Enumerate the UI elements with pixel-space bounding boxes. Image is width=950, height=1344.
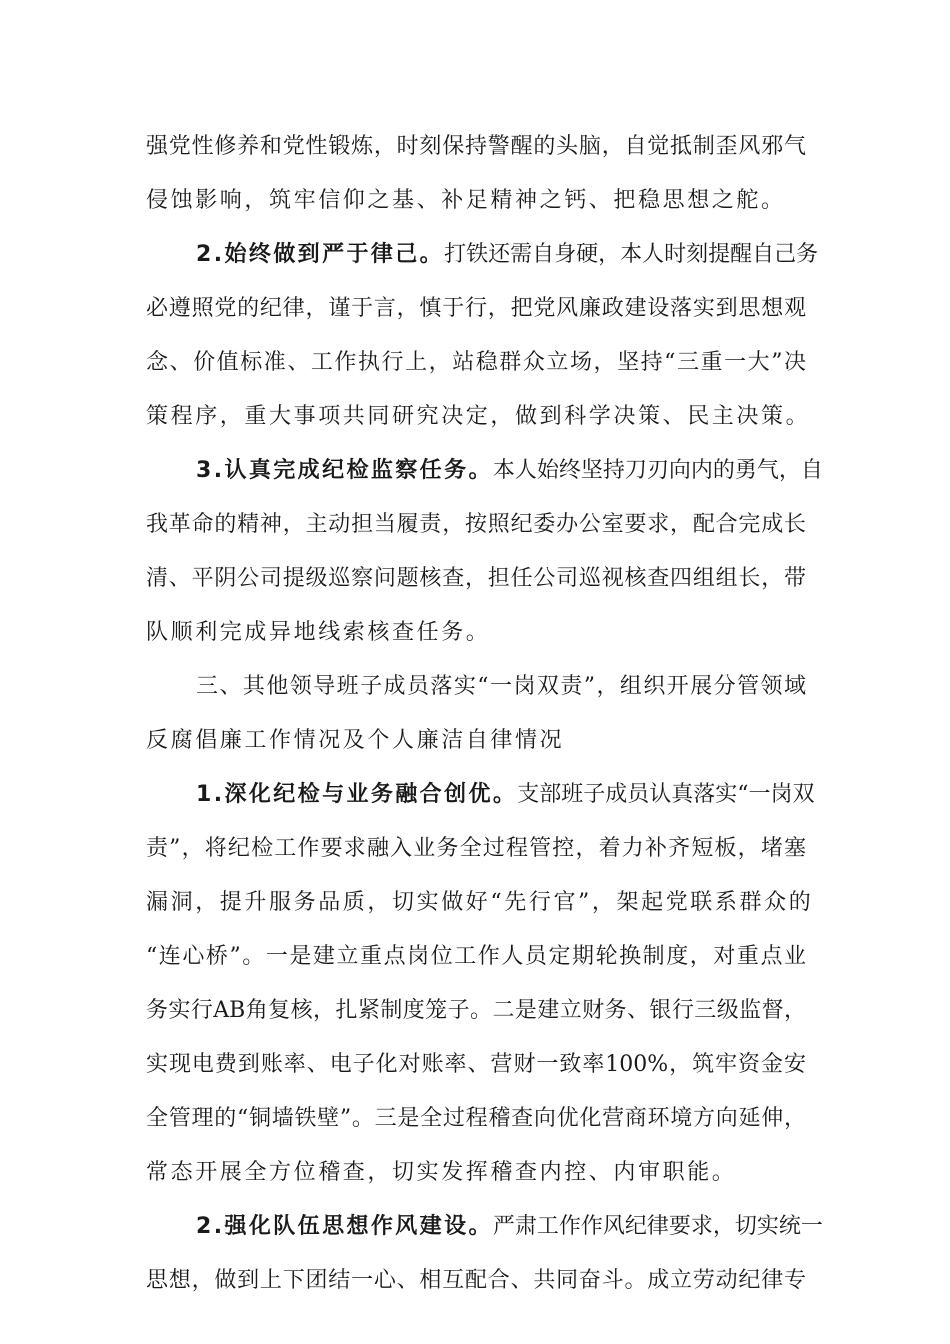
text-line: 侵蚀影响，筑牢信仰之基、补足精神之钙、把稳思想之舵。 — [146, 188, 786, 213]
text-line: 常态开展全方位稽查，切实发挥稽查内控、内审职能。 — [146, 1160, 737, 1185]
text-line: 漏洞，提升服务品质，切实做好“先行官”，架起党联系群众的 — [146, 890, 814, 915]
text-line: 务实行AB角复核，扎紧制度笼子。二是建立财务、银行三级监督， — [146, 998, 806, 1023]
item-heading: 3.认真完成纪检监察任务。 — [196, 458, 493, 483]
section-heading: 三、其他领导班子成员落实“一岗双责”，组织开展分管领域 — [196, 674, 806, 699]
text-line: 策程序，重大事项共同研究决定，做到科学决策、民主决策。 — [146, 404, 811, 429]
text-line: 思想，做到上下团结一心、相互配合、共同奋斗。成立劳动纪律专 — [146, 1268, 806, 1293]
text-line: 队顺利完成异地线索核查任务。 — [146, 620, 491, 645]
text-line: 清、平阴公司提级巡察问题核查，担任公司巡视核查四组组长，带 — [146, 566, 806, 591]
text-line: 念、价值标准、工作执行上，站稳群众立场，坚持“三重一大”决 — [146, 350, 806, 375]
text-line: 强党性修养和党性锻炼，时刻保持警醒的头脑，自觉抵制歪风邪气 — [146, 134, 806, 159]
text-line: 实现电费到账率、电子化对账率、营财一致率100%，筑牢资金安 — [146, 1052, 806, 1077]
text-line: 我革命的精神，主动担当履责，按照纪委办公室要求，配合完成长 — [146, 512, 806, 537]
section-heading: 反腐倡廉工作情况及个人廉洁自律情况 — [146, 728, 565, 753]
text-line: 3.认真完成纪检监察任务。本人始终坚持刀刃向内的勇气，自 — [196, 458, 823, 483]
text-line: 2.始终做到严于律己。打铁还需自身硬，本人时刻提醒自己务 — [196, 242, 819, 267]
text-line: 必遵照党的纪律，谨于言，慎于行，把党风廉政建设落实到思想观 — [146, 296, 806, 321]
item-heading: 2.始终做到严于律己。 — [196, 242, 445, 267]
item-heading: 1.深化纪检与业务融合创优。 — [196, 782, 518, 807]
text-line: 2.强化队伍思想作风建设。严肃工作作风纪律要求，切实统一 — [196, 1214, 823, 1239]
text-line: “连心桥”。一是建立重点岗位工作人员定期轮换制度，对重点业 — [146, 944, 806, 969]
item-heading: 2.强化队伍思想作风建设。 — [196, 1214, 493, 1239]
text-line: 1.深化纪检与业务融合创优。支部班子成员认真落实“一岗双 — [196, 782, 815, 807]
text-line: 全管理的“铜墙铁壁”。三是全过程稽查向优化营商环境方向延伸， — [146, 1106, 806, 1131]
text-line: 责”，将纪检工作要求融入业务全过程管控，着力补齐短板，堵塞 — [146, 836, 806, 861]
